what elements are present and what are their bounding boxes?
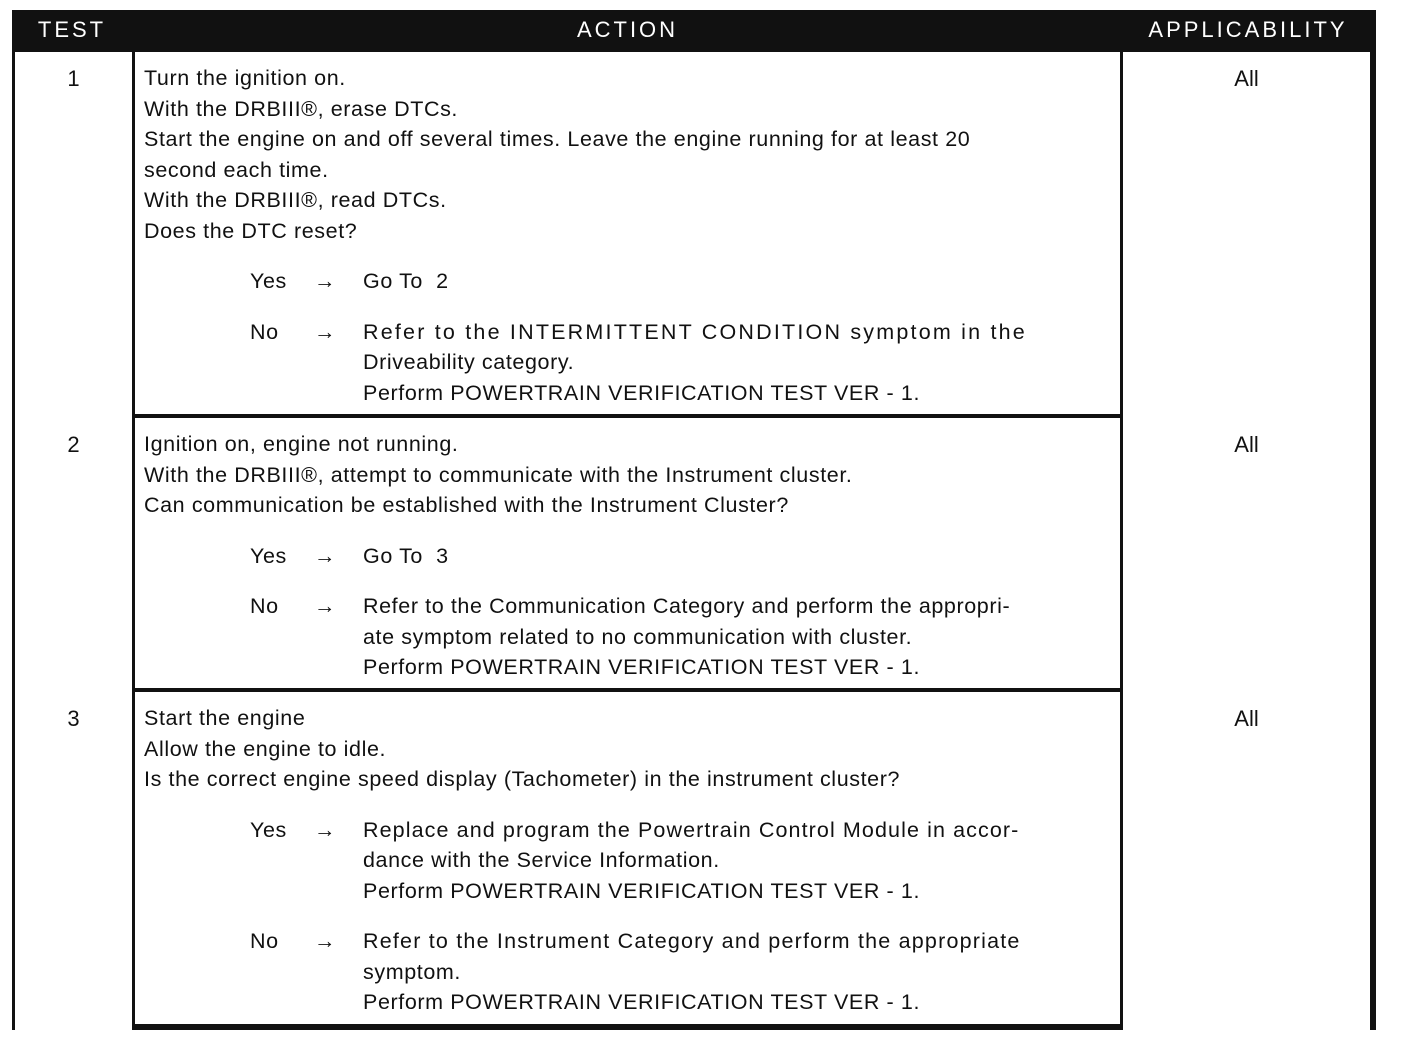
yes-result: Perform POWERTRAIN VERIFICATION TEST VER - 1. [363, 878, 921, 903]
no-label: No [250, 594, 279, 618]
applicability-value: All [1234, 66, 1259, 91]
no-label: No [250, 319, 279, 344]
arrow-right-icon: → [314, 269, 337, 293]
test-number-cell [15, 418, 132, 702]
test-number: 1 [67, 66, 80, 91]
header-action: ACTION [576, 17, 679, 42]
action-step: Does the DTC reset? [144, 218, 358, 243]
test-number-cell [15, 692, 132, 1038]
action-step: With the DRBIII®, attempt to communicate with the Instrument cluster. [144, 462, 853, 487]
test-number: 3 [67, 706, 80, 731]
arrow-right-icon: → [314, 594, 337, 618]
no-result: ate symptom related to no communication with cluster. [363, 624, 913, 649]
yes-result: Go To 3 [363, 543, 449, 568]
action-step: Turn the ignition on. [144, 66, 346, 90]
yes-label: Yes [250, 269, 287, 293]
yes-result: Replace and program the Powertrain Control Module in accor- [363, 817, 1020, 842]
action-cell [135, 692, 1120, 1024]
yes-branch [144, 266, 1112, 297]
applicability-cell [1123, 692, 1370, 1038]
no-result: Perform POWERTRAIN VERIFICATION TEST VER - 1. [363, 655, 921, 679]
no-result: Driveability category. [363, 350, 575, 374]
yes-branch [144, 541, 1112, 572]
no-result: Perform POWERTRAIN VERIFICATION TEST VER - 1. [363, 380, 921, 405]
arrow-right-icon: → [314, 319, 337, 344]
test-number: 2 [67, 432, 80, 457]
yes-label: Yes [250, 817, 287, 842]
header-applicability: APPLICABILITY [1148, 17, 1348, 42]
arrow-right-icon: → [314, 543, 337, 568]
no-result: Refer to the Instrument Category and perform the appropriate [363, 929, 1021, 953]
arrow-right-icon: → [314, 817, 337, 842]
yes-result: Go To 2 [363, 269, 449, 293]
applicability-value: All [1234, 432, 1259, 457]
action-cell [135, 52, 1120, 414]
yes-branch [144, 815, 1112, 907]
yes-label: Yes [250, 543, 287, 568]
no-result: Refer to the Communication Category and perform the appropri- [363, 594, 1011, 618]
action-step: Is the correct engine speed display (Tachometer) in the instrument cluster? [144, 767, 901, 791]
test-table [12, 10, 1376, 1030]
header-test: TEST [37, 17, 107, 42]
no-branch [144, 591, 1112, 683]
applicability-value: All [1234, 706, 1259, 731]
no-label: No [250, 929, 279, 953]
action-step: Ignition on, engine not running. [144, 432, 459, 456]
action-step: Start the engine [144, 706, 306, 730]
action-cell [135, 418, 1120, 688]
no-branch [144, 317, 1112, 409]
arrow-right-icon: → [314, 929, 337, 953]
action-step: With the DRBIII®, erase DTCs. [144, 96, 459, 121]
action-step: Allow the engine to idle. [144, 736, 387, 761]
applicability-cell [1123, 418, 1370, 702]
no-result: symptom. [363, 959, 461, 984]
no-result: Perform POWERTRAIN VERIFICATION TEST VER - 1. [363, 990, 921, 1014]
action-step: Start the engine on and off several times. Leave the engine running for at least 20 [144, 127, 971, 151]
no-result: Refer to the INTERMITTENT CONDITION symptom in the [363, 319, 1027, 344]
applicability-cell [1123, 52, 1370, 428]
action-step: Can communication be established with the Instrument Cluster? [144, 493, 789, 517]
no-branch [144, 926, 1112, 1018]
test-number-cell [15, 52, 132, 428]
action-step: second each time. [144, 157, 329, 182]
action-step: With the DRBIII®, read DTCs. [144, 188, 447, 212]
yes-result: dance with the Service Information. [363, 848, 720, 872]
